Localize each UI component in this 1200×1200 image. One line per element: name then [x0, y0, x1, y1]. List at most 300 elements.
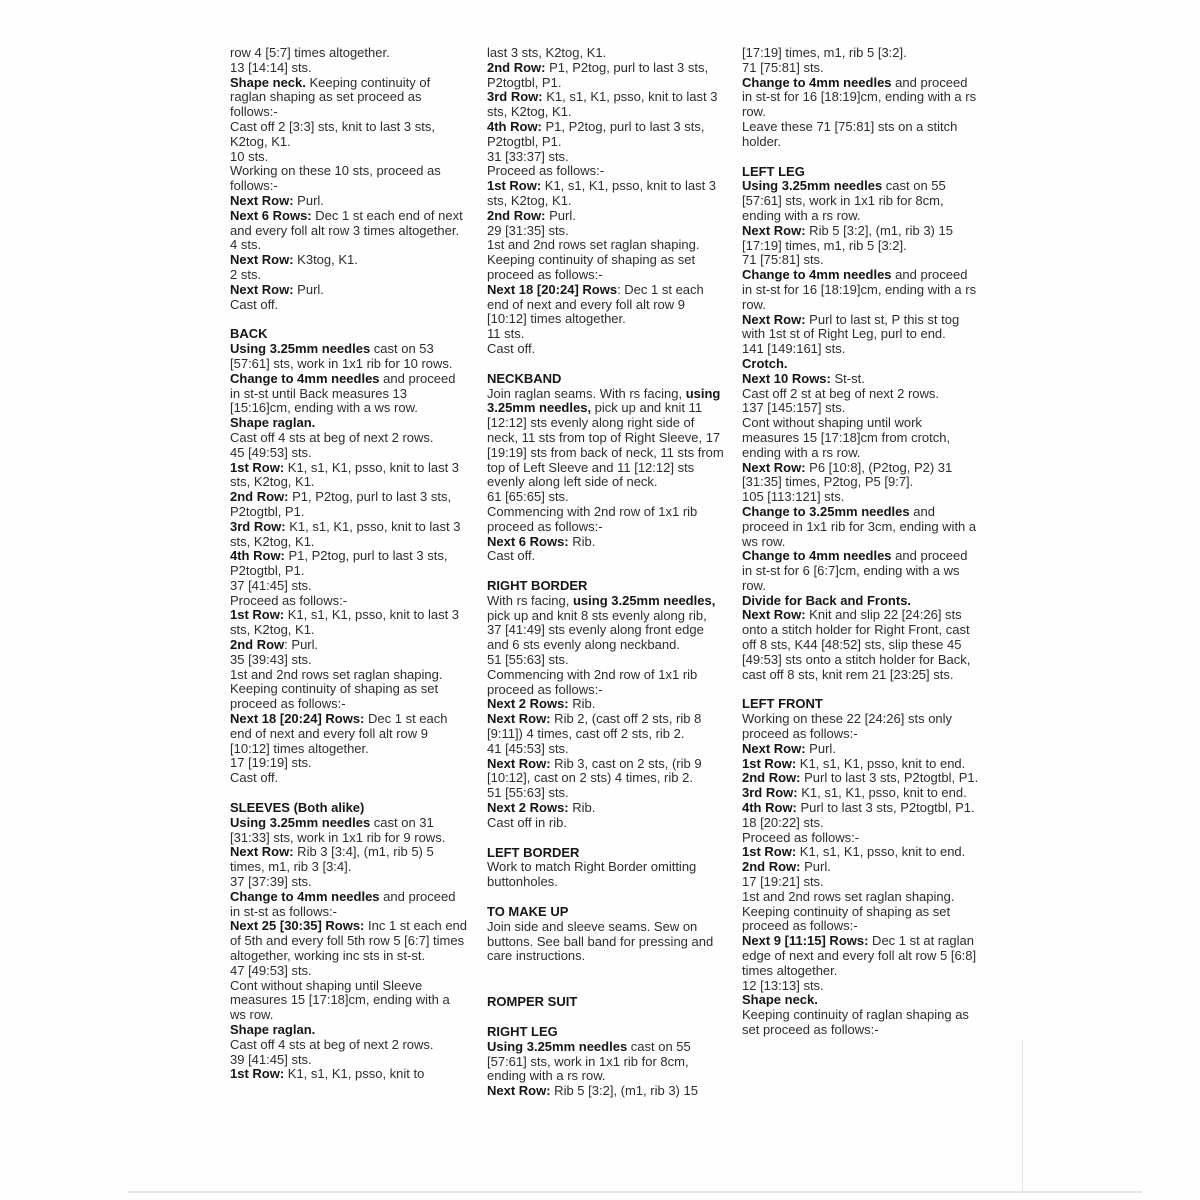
text-run: [17:19] times, m1, rib 5 [3:2].	[742, 45, 907, 60]
text-run: LEFT BORDER	[487, 844, 580, 860]
paragraph	[742, 549, 979, 593]
text-run: NECKBAND	[487, 370, 562, 386]
text-run: 1st and 2nd rows set raglan shaping. Keeping continuity of shaping as set proceed as follows:-	[487, 237, 700, 282]
text-run: 41 [45:53] sts.	[487, 740, 569, 756]
paragraph	[487, 505, 724, 535]
text-run: RIGHT LEG	[487, 1024, 558, 1040]
text-run: Using 3.25mm needles	[230, 341, 371, 357]
text-run: 2nd Row:	[742, 770, 801, 786]
section-heading	[487, 995, 724, 1010]
text-run: Using 3.25mm needles	[487, 1038, 628, 1054]
paragraph	[742, 372, 979, 387]
text-run: and proceed in st-st for 16 [18:19]cm, ending with a rs row.	[742, 74, 977, 120]
paragraph	[742, 608, 979, 682]
text-run: 12 [13:13] sts.	[742, 977, 824, 993]
text-run: 3rd Row:	[742, 785, 798, 801]
paragraph	[742, 313, 979, 343]
paragraph	[487, 1084, 724, 1099]
text-run: Cast off.	[487, 340, 536, 356]
text-run: Next Row:	[230, 192, 294, 208]
text-run: Rib 3 [3:4], (m1, rib 5) 5 times, m1, rib 3 [3:4].	[230, 844, 434, 875]
text-run: St-st.	[830, 370, 865, 386]
text-run: 51 [55:63] sts.	[487, 785, 569, 801]
text-run: Next Row:	[742, 311, 806, 327]
text-run: K1, s1, K1, psso, knit to end.	[796, 844, 966, 860]
text-run: P1, P2tog, purl to last 3 sts, P2togtbl, P1.	[487, 59, 709, 90]
text-run: K1, s1, K1, psso, knit to last 3 sts, K2tog, K1.	[487, 178, 717, 208]
text-run: and proceed in 1x1 rib for 3cm, ending with a ws row.	[742, 503, 977, 549]
paragraph	[742, 1008, 979, 1038]
text-run: Knit and slip 22 [24:26] sts onto a stitch holder for Right Front, cast off 8 sts, K44 [48:52] sts, slip these 45 [49:53] sts onto a stitch holder for Back, cast off 8 sts, knit rem 21 [23:25] sts.	[742, 607, 971, 682]
text-run: pick up and knit 11 [12:12] sts evenly along right side of neck, 11 sts from top of Right Sleeve, 17 [19:19] sts from back of neck, 11 sts from top of Left Sleeve and 11 [12:12] sts evenly along left side of neck.	[487, 400, 724, 490]
paragraph	[230, 372, 467, 416]
paragraph	[230, 238, 467, 253]
paragraph	[487, 757, 724, 787]
section-heading	[487, 579, 724, 594]
paragraph	[742, 993, 979, 1008]
text-run: 18 [20:22] sts.	[742, 814, 824, 830]
paragraph	[487, 712, 724, 742]
paragraph	[230, 194, 467, 209]
paragraph	[230, 979, 467, 1023]
text-run: Cast off.	[230, 770, 279, 786]
paragraph	[230, 608, 467, 638]
paragraph	[742, 757, 979, 772]
text-run: 31 [33:37] sts.	[487, 148, 569, 164]
paragraph	[742, 801, 979, 816]
text-run: Next Row:	[487, 711, 551, 727]
paragraph	[230, 1053, 467, 1068]
text-run: K1, s1, K1, psso, knit to last 3 sts, K2tog, K1.	[487, 89, 718, 120]
text-run: Next 18 [20:24] Rows	[487, 281, 618, 297]
text-run: Dec 1 st at raglan edge of next and every foll alt row 5 [6:8] times altogether.	[742, 933, 977, 978]
paragraph	[742, 490, 979, 505]
paragraph	[487, 327, 724, 342]
text-run: Next Row:	[230, 844, 294, 860]
text-run: 47 [49:53] sts.	[230, 962, 312, 978]
text-run: Proceed as follows:-	[487, 163, 605, 179]
text-run: P1, P2tog, purl to last 3 sts, P2togtbl, P1.	[487, 118, 705, 149]
text-run: Purl.	[800, 859, 831, 875]
text-run: Next 10 Rows:	[742, 370, 831, 386]
paragraph	[487, 549, 724, 564]
paragraph	[487, 697, 724, 712]
text-run: Commencing with 2nd row of 1x1 rib proceed as follows:-	[487, 503, 698, 534]
paragraph	[230, 594, 467, 609]
text-run: and proceed in st-st until Back measures 13 [15:16]cm, ending with a ws row.	[230, 370, 456, 416]
text-run: Dec 1 st each end of next and every foll alt row 9 [10:12] times altogether.	[230, 711, 448, 756]
text-run: BACK	[230, 326, 268, 342]
text-run: Using 3.25mm needles	[230, 814, 371, 830]
text-run: Leave these 71 [75:81] sts on a stitch holder.	[742, 118, 958, 149]
paragraph	[742, 224, 979, 254]
text-run: 4th Row:	[230, 548, 285, 564]
page-bottom-edge-shadow	[128, 1191, 1142, 1193]
text-run: Next Row:	[742, 740, 806, 756]
paragraph	[230, 46, 467, 61]
paragraph	[742, 742, 979, 757]
paragraph	[487, 594, 724, 653]
text-run: 17 [19:19] sts.	[230, 755, 312, 771]
paragraph	[742, 831, 979, 846]
paragraph	[487, 742, 724, 757]
paragraph	[230, 461, 467, 491]
text-run: Rib 5 [3:2], (m1, rib 3) 15	[550, 1083, 698, 1099]
text-column-3	[742, 46, 979, 1038]
text-run: Shape raglan.	[230, 415, 316, 431]
text-run: Rib.	[568, 800, 596, 816]
text-run: Cast off 4 sts at beg of next 2 rows.	[230, 429, 434, 445]
text-run: K1, s1, K1, psso, knit to end.	[796, 755, 966, 771]
text-run: 1st Row:	[230, 607, 285, 623]
text-run: 2nd Row	[230, 637, 285, 653]
text-run: Change to 4mm needles	[230, 888, 380, 904]
paragraph	[230, 416, 467, 431]
paragraph	[742, 76, 979, 120]
text-run: Shape neck.	[742, 992, 818, 1008]
text-run: Inc 1 st each end of 5th and every foll 5th row 5 [6:7] times altogether, working inc sts in st-st.	[230, 918, 468, 964]
paragraph	[742, 875, 979, 890]
paragraph	[230, 845, 467, 875]
text-run: 4 sts.	[230, 237, 262, 253]
paragraph	[742, 179, 979, 223]
section-heading	[742, 165, 979, 180]
text-run: Using 3.25mm needles	[742, 178, 883, 194]
paragraph	[742, 416, 979, 460]
text-run: cast on 55 [57:61] sts, work in 1x1 rib for 8cm, ending with a rs row.	[742, 178, 946, 223]
text-run: K3tog, K1.	[293, 252, 358, 268]
text-run: With rs facing,	[487, 592, 573, 608]
text-run: Next Row:	[742, 607, 806, 623]
paragraph	[487, 224, 724, 239]
text-run: Purl.	[293, 192, 324, 208]
paragraph	[487, 816, 724, 831]
text-run: Cont without shaping until Sleeve measures 15 [17:18]cm, ending with a ws row.	[230, 977, 450, 1023]
text-run: cast on 55 [57:61] sts, work in 1x1 rib for 8cm, ending with a rs row.	[487, 1038, 691, 1084]
text-run: 2nd Row:	[230, 489, 289, 505]
paragraph	[742, 46, 979, 61]
text-run: last 3 sts, K2tog, K1.	[487, 45, 607, 60]
paragraph	[230, 638, 467, 653]
paragraph	[742, 594, 979, 609]
text-run: 17 [19:21] sts.	[742, 874, 824, 890]
text-run: Purl.	[293, 281, 324, 297]
text-run: and proceed in st-st for 6 [6:7]cm, ending with a ws row.	[742, 548, 968, 593]
text-run: 51 [55:63] sts.	[487, 652, 569, 668]
paragraph	[230, 549, 467, 579]
text-run: Next 25 [30:35] Rows:	[230, 918, 365, 934]
text-run: Join raglan seams. With rs facing,	[487, 385, 686, 401]
text-run: Change to 4mm needles	[742, 74, 892, 90]
paragraph	[487, 61, 724, 91]
paragraph	[230, 253, 467, 268]
text-run: cast on 31 [31:33] sts, work in 1x1 rib for 9 rows.	[230, 814, 446, 845]
text-run: 105 [113:121] sts.	[742, 489, 845, 505]
text-run: Purl to last 3 sts, P2togtbl, P1.	[800, 770, 979, 786]
paragraph	[230, 150, 467, 165]
text-run: Purl.	[805, 740, 836, 756]
paragraph	[742, 268, 979, 312]
paragraph	[487, 1040, 724, 1084]
text-run: RIGHT BORDER	[487, 578, 588, 594]
text-run: row 4 [5:7] times altogether.	[230, 45, 390, 60]
text-run: Purl.	[545, 207, 576, 223]
text-run: 13 [14:14] sts.	[230, 59, 312, 75]
paragraph	[230, 919, 467, 963]
text-run: Next Row:	[230, 252, 294, 268]
text-run: Cast off.	[230, 296, 279, 312]
text-run: K1, s1, K1, psso, knit to last 3 sts, K2tog, K1.	[230, 518, 461, 549]
text-run: K1, s1, K1, psso, knit to last 3 sts, K2tog, K1.	[230, 607, 460, 638]
text-run: Shape raglan.	[230, 1022, 316, 1037]
text-run: Next Row:	[487, 1083, 551, 1099]
paragraph	[742, 816, 979, 831]
text-run: Keeping continuity of raglan shaping as set proceed as follows:-	[742, 1007, 969, 1037]
paragraph	[487, 46, 724, 61]
text-run: Next 6 Rows:	[487, 533, 569, 549]
paragraph	[230, 61, 467, 76]
text-run: 1st Row:	[742, 844, 797, 860]
paragraph	[487, 120, 724, 150]
text-run: Next Row:	[742, 222, 806, 238]
text-run: 37 [37:39] sts.	[230, 874, 312, 890]
section-heading	[742, 697, 979, 712]
paragraph	[742, 786, 979, 801]
text-run: 39 [41:45] sts.	[230, 1051, 312, 1067]
text-run: Crotch.	[742, 355, 788, 371]
text-run: Rib 5 [3:2], (m1, rib 3) 15 [17:19] times, m1, rib 5 [3:2].	[742, 222, 953, 253]
text-run: 35 [39:43] sts.	[230, 651, 312, 667]
text-run: Next Row:	[230, 281, 294, 297]
text-run: Next 2 Rows:	[487, 800, 569, 816]
paragraph	[742, 461, 979, 491]
text-run: Purl to last 3 sts, P2togtbl, P1.	[796, 800, 975, 816]
text-run: Divide for Back and Fronts.	[742, 592, 912, 608]
paragraph	[230, 1023, 467, 1038]
text-run: K1, s1, K1, psso, knit to	[284, 1066, 425, 1082]
section-heading	[487, 846, 724, 861]
text-run: Cast off in rib.	[487, 814, 567, 830]
text-run: 4th Row:	[487, 118, 542, 134]
text-run: 10 sts.	[230, 148, 269, 164]
paragraph	[230, 490, 467, 520]
text-run: Rib.	[568, 533, 596, 549]
text-run: Change to 4mm needles	[742, 267, 892, 283]
text-run: Next 18 [20:24] Rows:	[230, 711, 365, 727]
text-run: Change to 3.25mm needles	[742, 503, 910, 519]
text-run: Join side and sleeve seams. Sew on buttons. See ball band for pressing and care instructions.	[487, 918, 714, 964]
text-run: Shape neck.	[230, 74, 306, 90]
paragraph	[487, 283, 724, 327]
paragraph	[230, 579, 467, 594]
paragraph	[487, 801, 724, 816]
section-heading	[487, 1025, 724, 1040]
paragraph	[487, 342, 724, 357]
paragraph	[487, 490, 724, 505]
paragraph	[487, 150, 724, 165]
text-run: K1, s1, K1, psso, knit to end.	[797, 785, 967, 801]
text-column-1	[230, 46, 467, 1082]
text-run: 37 [41:45] sts.	[230, 577, 312, 593]
text-run: LEFT FRONT	[742, 696, 823, 712]
paragraph	[742, 771, 979, 786]
paragraph	[230, 890, 467, 920]
paragraph	[487, 387, 724, 491]
section-heading	[230, 327, 467, 342]
paragraph	[742, 934, 979, 978]
paragraph	[487, 90, 724, 120]
paragraph	[230, 964, 467, 979]
paragraph	[230, 816, 467, 846]
paragraph	[487, 653, 724, 668]
text-run: 137 [145:157] sts.	[742, 400, 846, 416]
text-run: Working on these 22 [24:26] sts only proceed as follows:-	[742, 711, 953, 742]
paragraph	[230, 1067, 467, 1082]
text-run: : Purl.	[284, 637, 319, 653]
paragraph	[230, 76, 467, 120]
text-run: K1, s1, K1, psso, knit to last 3 sts, K2tog, K1.	[230, 459, 460, 490]
text-run: 71 [75:81] sts.	[742, 252, 824, 268]
paragraph	[742, 357, 979, 372]
text-run: 11 sts.	[487, 326, 525, 342]
text-run: Work to match Right Border omitting buttonholes.	[487, 859, 697, 890]
text-run: Change to 4mm needles	[230, 370, 380, 386]
paragraph	[742, 979, 979, 994]
page-right-edge-shadow	[1022, 1040, 1023, 1192]
text-run: 2 sts.	[230, 266, 262, 282]
text-run: 2nd Row:	[487, 59, 546, 75]
text-run: P6 [10:8], (P2tog, P2) 31 [31:35] times, P2tog, P5 [9:7].	[742, 459, 953, 490]
text-column-2	[487, 46, 724, 1099]
paragraph	[230, 771, 467, 786]
text-run: 4th Row:	[742, 800, 797, 816]
text-run: Proceed as follows:-	[230, 592, 348, 608]
paragraph	[742, 401, 979, 416]
text-run: pick up and knit 8 sts evenly along rib, 37 [41:49] sts evenly along front edge and 6 sts evenly along neckband.	[487, 607, 707, 653]
text-run: 29 [31:35] sts.	[487, 222, 569, 238]
text-run: Next 9 [11:15] Rows:	[742, 933, 869, 949]
paragraph	[230, 268, 467, 283]
paragraph	[742, 61, 979, 76]
text-run: Working on these 10 sts, proceed as follows:-	[230, 163, 441, 194]
paragraph	[230, 668, 467, 712]
paragraph	[230, 875, 467, 890]
text-run: Next Row:	[742, 459, 806, 475]
paragraph	[742, 890, 979, 934]
text-run: TO MAKE UP	[487, 904, 569, 920]
paragraph	[742, 342, 979, 357]
paragraph	[230, 653, 467, 668]
text-run: using 3.25mm needles,	[572, 592, 716, 608]
text-run: Cast off 2 st at beg of next 2 rows.	[742, 385, 940, 401]
text-run: Change to 4mm needles	[742, 548, 892, 564]
text-run: SLEEVES (Both alike)	[230, 800, 365, 816]
text-run: LEFT LEG	[742, 163, 805, 179]
paragraph	[487, 860, 724, 890]
text-run: 1st Row:	[487, 178, 542, 194]
paragraph	[230, 120, 467, 150]
text-run: 1st and 2nd rows set raglan shaping. Keeping continuity of shaping as set proceed as follows:-	[230, 666, 443, 712]
text-run: Commencing with 2nd row of 1x1 rib proceed as follows:-	[487, 666, 698, 697]
text-run: 1st and 2nd rows set raglan shaping. Keeping continuity of shaping as set proceed as follows:-	[742, 888, 955, 934]
paragraph	[742, 860, 979, 875]
text-run: Keeping continuity of raglan shaping as set proceed as follows:-	[230, 74, 431, 120]
paragraph	[742, 120, 979, 150]
text-run: Purl to last st, P this st tog with 1st st of Right Leg, purl to end.	[742, 311, 960, 342]
paragraph	[230, 1038, 467, 1053]
paragraph	[230, 712, 467, 756]
text-run: 1st Row:	[742, 755, 797, 771]
paragraph	[487, 238, 724, 282]
text-run: Rib.	[568, 696, 596, 712]
text-run: Next Row:	[487, 755, 551, 771]
text-run: Dec 1 st each end of next and every foll alt row 3 times altogether.	[230, 207, 463, 238]
text-run: ROMPER SUIT	[487, 994, 578, 1010]
paragraph	[742, 845, 979, 860]
text-run: Next 6 Rows:	[230, 207, 312, 223]
text-run: : Dec 1 st each end of next and every foll alt row 9 [10:12] times altogether.	[487, 281, 704, 327]
paragraph	[230, 446, 467, 461]
paragraph	[742, 712, 979, 742]
paragraph	[230, 209, 467, 239]
text-run: Rib 3, cast on 2 sts, (rib 9 [10:12], cast on 2 sts) 4 times, rib 2.	[487, 755, 702, 786]
paragraph	[230, 283, 467, 298]
text-run: Cast off 2 [3:3] sts, knit to last 3 sts, K2tog, K1.	[230, 118, 435, 149]
paragraph	[230, 431, 467, 446]
paragraph	[487, 786, 724, 801]
text-run: P1, P2tog, purl to last 3 sts, P2togtbl, P1.	[230, 548, 448, 579]
text-run: cast on 53 [57:61] sts, work in 1x1 rib for 10 rows.	[230, 341, 453, 371]
text-run: 45 [49:53] sts.	[230, 444, 312, 460]
paragraph	[487, 209, 724, 224]
text-run: 2nd Row:	[487, 207, 546, 223]
section-heading	[487, 905, 724, 920]
paragraph	[230, 520, 467, 550]
paragraph	[230, 342, 467, 372]
text-run: 3rd Row:	[487, 89, 543, 105]
text-run: 1st Row:	[230, 1066, 285, 1082]
text-run: Cont without shaping until work measures 15 [17:18]cm from crotch, ending with a rs row.	[742, 415, 951, 460]
paragraph	[487, 164, 724, 179]
text-run: 71 [75:81] sts.	[742, 59, 824, 75]
paragraph	[742, 387, 979, 402]
section-heading	[487, 372, 724, 387]
paragraph	[487, 920, 724, 964]
text-run: 61 [65:65] sts.	[487, 489, 569, 505]
paragraph	[487, 179, 724, 209]
text-run: 1st Row:	[230, 459, 285, 475]
text-run: Rib 2, (cast off 2 sts, rib 8 [9:11]) 4 times, cast off 2 sts, rib 2.	[487, 711, 702, 742]
text-run: P1, P2tog, purl to last 3 sts, P2togtbl, P1.	[230, 489, 452, 519]
text-run: and proceed in st-st for 16 [18:19]cm, ending with a rs row.	[742, 267, 977, 312]
text-run: Proceed as follows:-	[742, 829, 860, 845]
paragraph	[230, 756, 467, 771]
paragraph	[487, 535, 724, 550]
text-run: 141 [149:161] sts.	[742, 341, 846, 357]
paragraph	[487, 668, 724, 698]
text-run: 3rd Row:	[230, 518, 286, 534]
text-run: Next 2 Rows:	[487, 696, 569, 712]
text-run: Cast off.	[487, 548, 536, 564]
text-run: 2nd Row:	[742, 859, 801, 875]
paragraph	[742, 505, 979, 549]
section-heading	[230, 801, 467, 816]
paragraph	[230, 164, 467, 194]
paragraph	[742, 253, 979, 268]
paragraph	[230, 298, 467, 313]
text-run: using 3.25mm needles,	[487, 385, 721, 416]
text-run: Cast off 4 sts at beg of next 2 rows.	[230, 1036, 434, 1052]
